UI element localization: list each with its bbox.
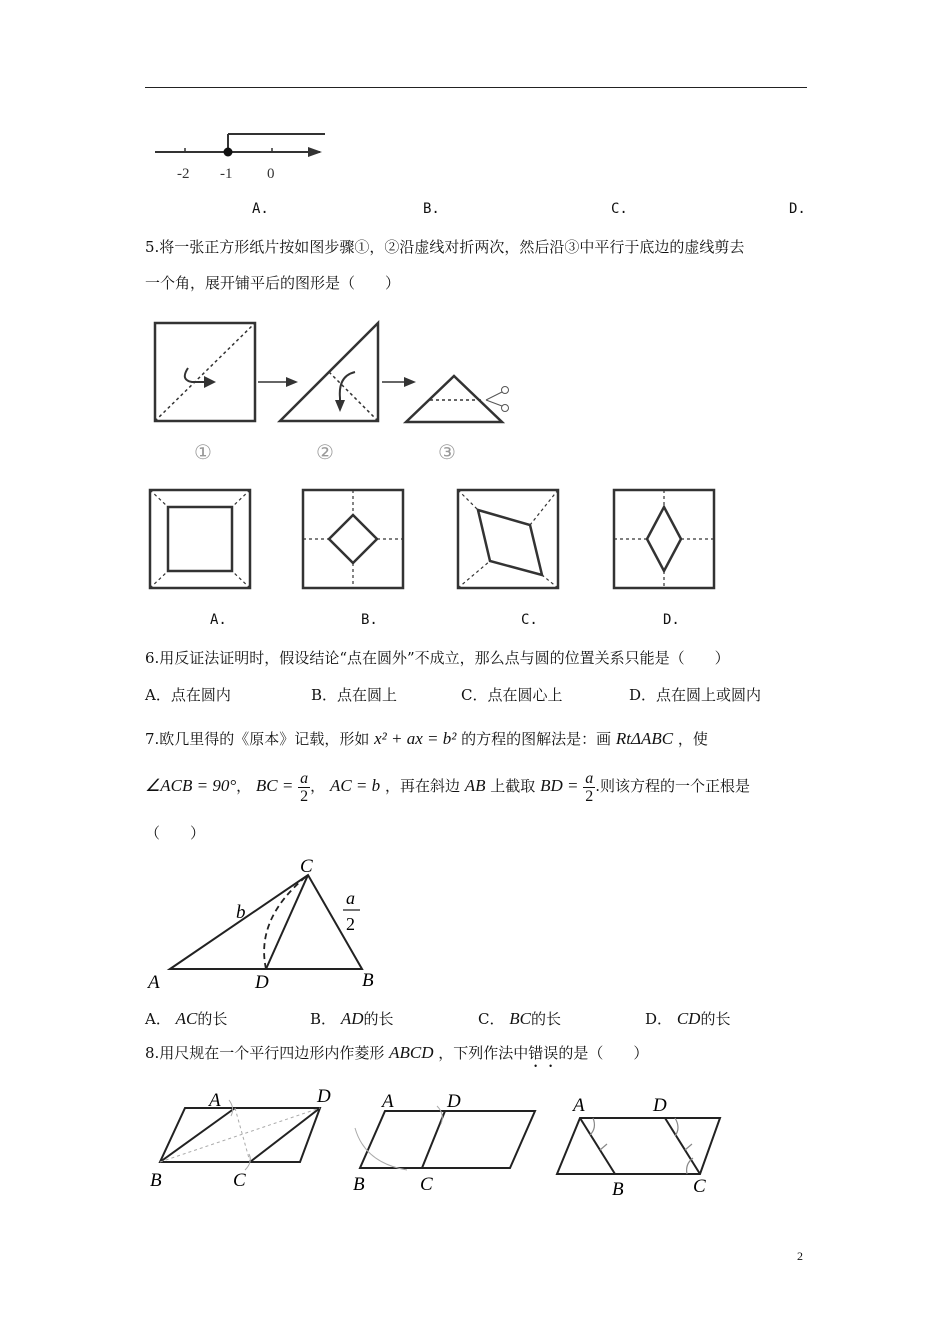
q7-option-a-letter: A． bbox=[145, 1010, 171, 1028]
header-rule bbox=[145, 87, 807, 88]
q6-option-d[interactable]: D．点在圆上或圆内 bbox=[629, 686, 762, 704]
q8-fig1-label-c: C bbox=[233, 1170, 246, 1191]
q7-option-c-seg: BC bbox=[509, 1009, 531, 1028]
q7-bc-lhs: BC = bbox=[255, 776, 294, 795]
figure-d bbox=[614, 490, 714, 588]
q7-option-b-seg: AD bbox=[340, 1009, 364, 1028]
q8-fig3-label-d: D bbox=[653, 1095, 667, 1116]
step1-label: ① bbox=[194, 442, 212, 464]
q8-figure-1 bbox=[150, 1086, 331, 1191]
q8-figure-3 bbox=[557, 1095, 720, 1198]
label-side-2: 2 bbox=[346, 914, 355, 934]
figure-c bbox=[458, 490, 558, 588]
q7-ac: AC = b bbox=[329, 776, 381, 795]
step3-label: ③ bbox=[438, 442, 456, 464]
number-line-figure bbox=[150, 120, 340, 190]
label-side-a: a bbox=[346, 888, 355, 908]
q8-fig3-label-c: C bbox=[693, 1176, 706, 1197]
q7-text-2: 的方程的图解法是：画 bbox=[461, 730, 612, 748]
label-side-b: b bbox=[236, 902, 246, 923]
q7-equation: x² + ax = b² bbox=[374, 729, 457, 748]
q7-option-d-seg: CD bbox=[676, 1009, 701, 1028]
q8-fig1-label-a: A bbox=[209, 1090, 221, 1111]
tick-label-neg1: -1 bbox=[220, 166, 233, 182]
tick-label-neg2: -2 bbox=[177, 166, 190, 182]
q8-fig1-label-d: D bbox=[317, 1086, 331, 1107]
q8-text-3: 的是（ ） bbox=[558, 1044, 649, 1062]
q5-option-a[interactable]: A. bbox=[210, 612, 227, 628]
q8-fig2-label-a: A bbox=[382, 1091, 394, 1112]
page-number: 2 bbox=[797, 1249, 803, 1263]
q8-rhombus: ABCD bbox=[389, 1043, 434, 1062]
q8-stem bbox=[145, 1043, 648, 1071]
q7-triangle: RtΔABC bbox=[615, 729, 674, 748]
q8-fig3-label-b: B bbox=[612, 1179, 624, 1198]
q7-bd-lhs: BD = bbox=[540, 776, 579, 795]
q7-angle: ∠ACB = 90° bbox=[145, 776, 237, 795]
q7-bc-fraction bbox=[298, 770, 310, 805]
q8-text-2: ，下列作法中 bbox=[438, 1044, 529, 1062]
q5-option-d[interactable]: D. bbox=[663, 612, 680, 628]
q8-fig2-label-c: C bbox=[420, 1174, 433, 1195]
q7-text-5: 上截取 bbox=[490, 777, 536, 795]
q7-option-d-letter: D． bbox=[645, 1010, 673, 1028]
q7-bc-denominator: 2 bbox=[300, 787, 309, 805]
q7-option-b-suffix: 的长 bbox=[363, 1010, 394, 1028]
q6-stem: 6.用反证法证明时，假设结论“点在圆外”不成立，那么点与圆的位置关系只能是（ ） bbox=[145, 649, 730, 667]
q7-bd-fraction bbox=[583, 770, 595, 805]
q8-construction-figures bbox=[145, 1078, 735, 1198]
q7-bd-numerator: a bbox=[585, 769, 594, 787]
q5-option-c[interactable]: C. bbox=[521, 612, 538, 628]
q8-fig2-label-b: B bbox=[353, 1174, 365, 1195]
step2-label: ② bbox=[316, 442, 334, 464]
q7-bc-numerator: a bbox=[300, 769, 309, 787]
label-a: A bbox=[148, 972, 160, 993]
q4-option-c[interactable]: C. bbox=[611, 201, 628, 217]
q7-answer-paren: （ ） bbox=[145, 824, 206, 842]
q7-option-a[interactable] bbox=[145, 1009, 227, 1029]
q7-text-1: 7.欧几里得的《原本》记载，形如 bbox=[145, 730, 370, 748]
q8-figure-2 bbox=[353, 1091, 535, 1195]
q4-option-a[interactable]: A. bbox=[252, 201, 269, 217]
q7-bd-denominator: 2 bbox=[585, 787, 594, 805]
q4-option-b[interactable]: B. bbox=[423, 201, 440, 217]
q8-emphasis: 错误 bbox=[528, 1044, 559, 1062]
label-b: B bbox=[362, 970, 374, 991]
q8-text-1: 8.用尺规在一个平行四边形内作菱形 bbox=[145, 1044, 385, 1062]
q7-option-c-suffix: 的长 bbox=[531, 1010, 562, 1028]
right-triangle-figure bbox=[140, 858, 390, 993]
q5-stem-line2: 一个角，展开铺平后的图形是（ ） bbox=[145, 274, 401, 292]
q6-option-c[interactable]: C．点在圆心上 bbox=[461, 686, 563, 704]
label-c: C bbox=[300, 858, 313, 877]
q7-option-d[interactable] bbox=[645, 1009, 730, 1029]
q8-fig1-label-b: B bbox=[150, 1170, 162, 1191]
q7-sep-1: ， bbox=[236, 777, 252, 795]
tick-label-0: 0 bbox=[267, 166, 275, 182]
q5-stem-line1: 5.将一张正方形纸片按如图步骤①，②沿虚线对折两次，然后沿③中平行于底边的虚线剪去 bbox=[145, 238, 745, 256]
label-d: D bbox=[255, 972, 269, 993]
q7-stem-line2 bbox=[145, 766, 750, 806]
q5-option-b[interactable]: B. bbox=[361, 612, 378, 628]
q7-option-a-suffix: 的长 bbox=[197, 1010, 228, 1028]
q7-stem-line1 bbox=[145, 729, 708, 749]
q7-option-b-letter: B． bbox=[310, 1010, 337, 1028]
q7-option-d-suffix: 的长 bbox=[700, 1010, 731, 1028]
folding-steps-figure bbox=[150, 318, 520, 468]
q8-fig2-label-d: D bbox=[447, 1091, 461, 1112]
q7-text-3: ，使 bbox=[677, 730, 708, 748]
q7-text-4: ，再在斜边 bbox=[384, 777, 460, 795]
q7-text-6: .则该方程的一个正根是 bbox=[595, 777, 751, 795]
figure-a bbox=[150, 490, 250, 588]
q7-ab: AB bbox=[464, 776, 486, 795]
q7-sep-2: ， bbox=[310, 777, 326, 795]
q7-option-b[interactable] bbox=[310, 1009, 394, 1029]
figure-b bbox=[303, 490, 403, 588]
q6-option-a[interactable]: A．点在圆内 bbox=[145, 686, 231, 704]
q4-option-d[interactable]: D. bbox=[789, 201, 806, 217]
q5-answer-figures bbox=[145, 485, 735, 595]
q7-option-c-letter: C． bbox=[478, 1010, 505, 1028]
q6-option-b[interactable]: B．点在圆上 bbox=[311, 686, 398, 704]
q8-fig3-label-a: A bbox=[573, 1095, 585, 1116]
q7-option-c[interactable] bbox=[478, 1009, 561, 1029]
q7-option-a-seg: AC bbox=[175, 1009, 198, 1028]
